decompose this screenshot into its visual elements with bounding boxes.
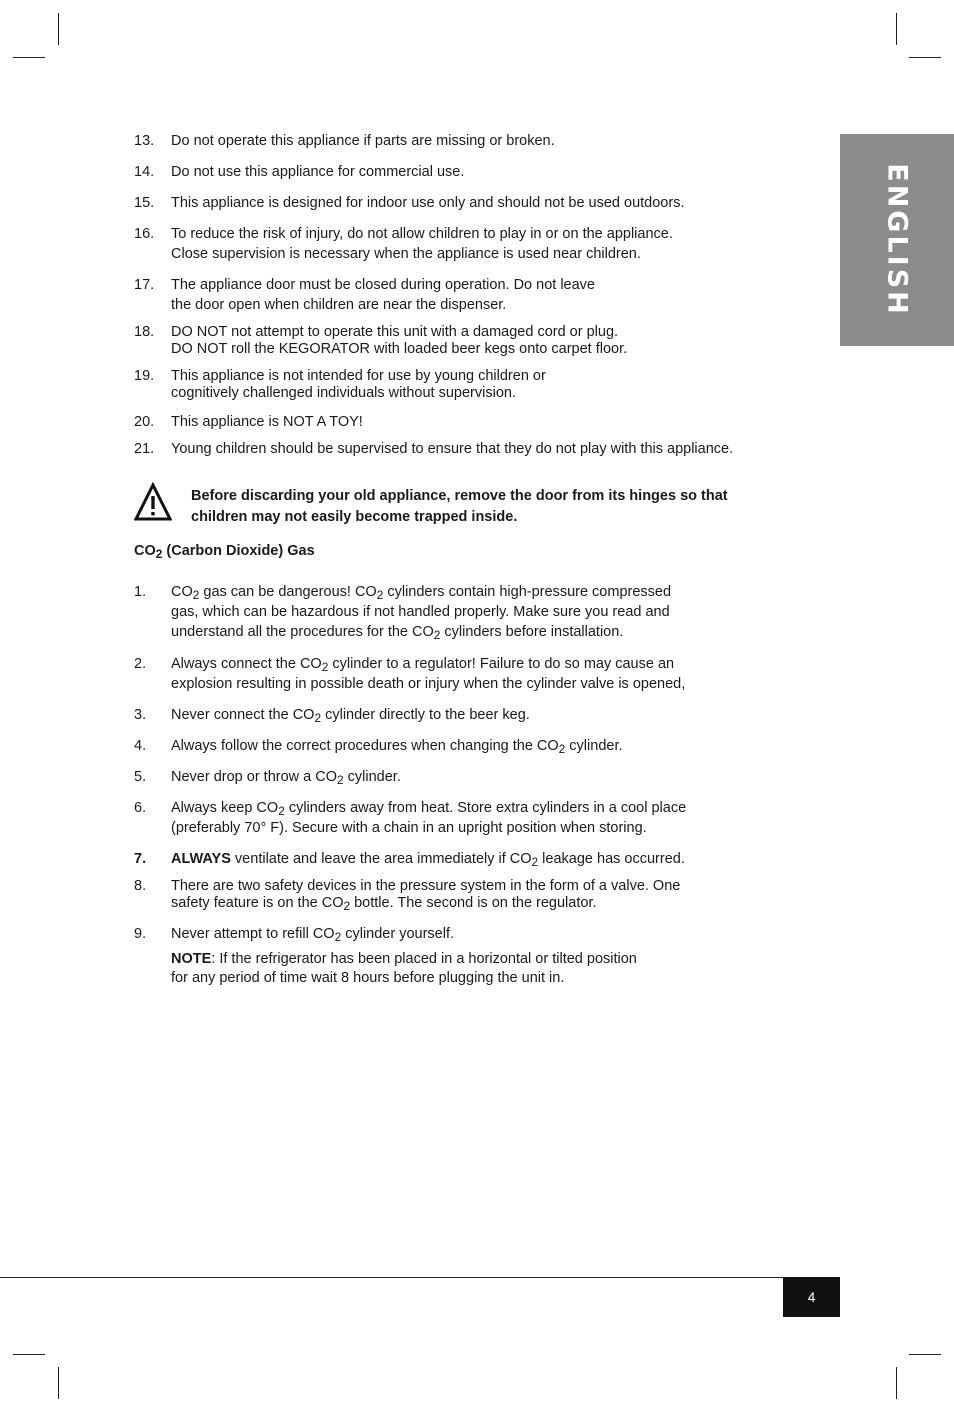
item-number: 15. [134,195,155,211]
item-number: 14. [134,164,155,180]
language-tab [840,134,954,346]
language-tab-label: ENGLISH [881,163,913,317]
item-text: Do not operate this appliance if parts are missing or broken. [171,133,555,149]
item-number: 19. [134,368,155,384]
crop-mark [896,13,897,45]
item-number: 16. [134,226,155,242]
item-number: 20. [134,414,155,430]
item-number: 8. [134,878,147,894]
item-number: 21. [134,441,155,457]
item-number: 7. [134,851,147,867]
item-text: Always keep $CO_2$ cylinders away from heat. Store extra cylinders in a cool place (preferably 70° F). Secure with a chain in an upright position when storing. [171,800,687,836]
item-text: Do not use this appliance for commercial use. [171,164,465,180]
item-number: 17. [134,277,155,293]
item-number: 2. [134,656,147,672]
warning-triangle-icon [134,482,172,522]
note-label: NOTE [171,951,212,967]
item-text: Always connect the $CO_2$ cylinder to a regulator! Failure to do so may cause an explosion resulting in possible death or injury when the cylinder valve is opened, [171,656,686,692]
item-text: Never connect the $CO_2$ cylinder directly to the beer keg. [171,707,530,725]
item-text: Always follow the correct procedures when changing the $CO_2$ cylinder. [171,738,623,756]
item-text: $CO_2$ gas can be dangerous! $CO_2$ cylinders contain high-pressure compressed gas, which can be hazardous if not handled properly. Make sure you read and understand all the procedures for the $CO_2$ cylinders before installation. [171,584,672,642]
footer-rule [0,1277,840,1278]
item-text: The appliance door must be closed during operation. Do not leave the door open when children are near the dispenser. [171,277,595,313]
item-text: Young children should be supervised to ensure that they do not play with this appliance. [171,441,734,457]
item-text: This appliance is not intended for use by young children or cognitively challenged individuals without supervision. [171,368,546,401]
crop-mark [13,1354,45,1355]
crop-mark [909,57,941,58]
item-number: 5. [134,769,147,785]
crop-mark [58,13,59,45]
crop-mark [13,57,45,58]
item-number: 4. [134,738,147,754]
crop-mark [909,1354,941,1355]
note: NOTE: If the refrigerator has been placed in a horizontal or tilted position for any period of time wait 8 hours before plugging the unit in. [171,951,637,986]
warning-text: Before discarding your old appliance, remove the door from its hinges so that children may not easily become trapped inside. [191,488,728,525]
crop-mark [58,1367,59,1399]
item-text: This appliance is NOT A TOY! [171,414,363,430]
item-number: 18. [134,324,155,340]
item-number: 3. [134,707,147,723]
item-text: Never drop or throw a $CO_2$ cylinder. [171,769,401,787]
item-number: 1. [134,584,147,600]
page-number: 4 [783,1277,840,1317]
item-text: To reduce the risk of injury, do not allow children to play in or on the appliance. Close supervision is necessary when the appliance is used near children. [171,226,673,262]
item-number: 9. [134,926,147,942]
item-text: This appliance is designed for indoor use only and should not be used outdoors. [171,195,685,211]
item-number: 13. [134,133,155,149]
item-text: ALWAYS ventilate and leave the area immediately if $CO_2$ leakage has occurred. [171,851,685,869]
section-heading: $CO_2$ (Carbon Dioxide) Gas [134,543,315,561]
item-text: DO NOT not attempt to operate this unit with a damaged cord or plug. DO NOT roll the KEGORATOR with loaded beer kegs onto carpet floor. [171,324,628,357]
item-text: Never attempt to refill $CO_2$ cylinder yourself. [171,926,455,944]
crop-mark [896,1367,897,1399]
item-text: There are two safety devices in the pressure system in the form of a valve. One safety feature is on the $CO_2$ bottle. The second is on the regulator. [171,878,681,913]
item-number: 6. [134,800,147,816]
